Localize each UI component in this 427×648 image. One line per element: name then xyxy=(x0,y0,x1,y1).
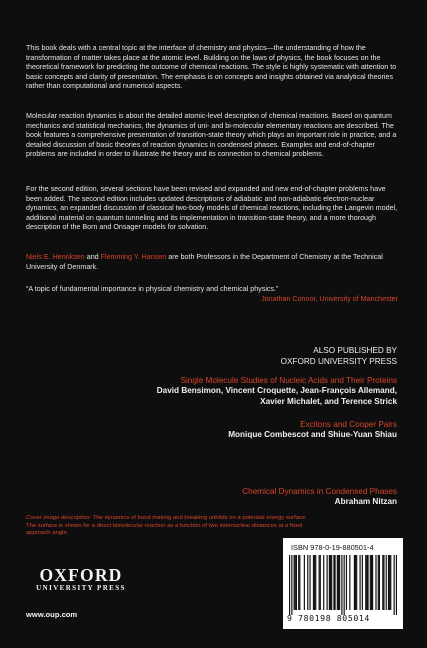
barcode-bar xyxy=(349,555,350,610)
related-book-1 xyxy=(127,376,397,407)
oxford-logo xyxy=(28,566,134,593)
author-name-2: Flemming Y. Hansen xyxy=(100,253,167,261)
cover-image-text: The dynamics of bond making and breaking unfolds on a potential energy surface. The surface is shown for a direct bimolecular reaction as a function of two internuclear distances at a fixed approach angle. xyxy=(26,515,307,537)
barcode-bar xyxy=(294,555,295,610)
description-paragraph-3: For the second edition, several sections have been revised and expanded and new end-of-chapter problems have been added. The second edition includes updated descriptions of adiabatic and non-adiabatic electron-nuclear dynamics, an expanded discussion of classical two-body models of chemical reactions, including the Langevin model, additional material on quantum tunneling and its implementation in transition-state theory, and a more thorough description of the Born and Onsager models for solvation. xyxy=(26,185,398,232)
barcode-bar xyxy=(389,555,390,610)
barcode-bar xyxy=(299,555,300,610)
barcode-bar xyxy=(362,555,363,610)
publisher-subtitle: UNIVERSITY PRESS xyxy=(36,584,126,592)
barcode-bar xyxy=(367,555,368,610)
related-book-authors-cont: Xavier Michalet, and Terence Strick xyxy=(260,396,397,406)
publisher-name: OXFORD xyxy=(39,565,123,585)
barcode-number: 9 780198 805014 xyxy=(287,613,370,623)
author-name-1: Niels E. Henriksen xyxy=(26,253,85,261)
related-book-authors: Monique Combescot and Shiue-Yuan Shiau xyxy=(228,430,397,440)
barcode-bar xyxy=(341,555,342,615)
barcode-bar xyxy=(378,555,379,610)
related-book-3 xyxy=(127,487,397,508)
barcode-bar xyxy=(359,555,360,610)
barcode-bar xyxy=(330,555,331,610)
barcode-bar xyxy=(320,555,321,610)
barcode-bar xyxy=(379,555,380,610)
description-paragraph-2: Molecular reaction dynamics is about the detailed atomic-level description of chemical reactions. Based on quantum mechanics and statistical mechanics, the dynamics of uni- and bi-molecular elementary reactions are described. The book features a comprehensive presentation of transition-state theory which plays an important role in practice, and a detailed discussion of basic theories of reaction dynamics in condensed phases. Examples and end-of-chapter problems are included in order to illustrate the theory and its connection to chemical problems. xyxy=(26,112,397,159)
author-bio-text: are both Professors in the Department of Chemistry at the Technical University of Denmark. xyxy=(26,253,383,271)
also-published-heading xyxy=(137,346,397,367)
barcode-bar xyxy=(289,555,290,615)
barcode-bar xyxy=(366,555,367,610)
barcode-bar xyxy=(307,555,308,610)
related-book-title: Single Molecule Studies of Nucleic Acids and Their Proteins xyxy=(180,376,397,385)
also-published-line-2: OXFORD UNIVERSITY PRESS xyxy=(280,356,397,366)
barcode-bar xyxy=(338,555,339,610)
author-joiner: and xyxy=(84,253,101,261)
barcode-bar xyxy=(388,555,389,610)
review-quote: “A topic of fundamental importance in physical chemistry and chemical physics.” xyxy=(26,285,279,293)
barcode-bar xyxy=(315,555,316,610)
barcode xyxy=(283,538,403,629)
barcode-bar xyxy=(383,555,384,610)
barcode-bar xyxy=(295,555,296,610)
barcode-bar xyxy=(314,555,315,610)
barcode-bar xyxy=(370,555,371,610)
barcode-bar xyxy=(323,555,324,610)
barcode-bars xyxy=(289,555,397,615)
barcode-bar xyxy=(304,555,305,610)
barcode-bar xyxy=(309,555,310,610)
barcode-bar xyxy=(333,555,334,610)
barcode-bar xyxy=(396,555,397,615)
barcode-bar xyxy=(371,555,372,610)
barcode-bar xyxy=(327,555,328,610)
related-book-2 xyxy=(127,420,397,441)
description-paragraph-1: This book deals with a central topic at the interface of chemistry and physics—the understanding of how the transformation of matter takes place at the atomic level. Building on the laws of physics, the book focuses on the theoretical framework for predicting the outcome of chemical reactions. The style is highly systematic with attention to basic concepts and clarity of presentation. The emphasis is on concepts and insights obtained via analytical theories rather than computational and numerical aspects. xyxy=(26,44,397,91)
barcode-bar xyxy=(298,555,299,610)
review-attribution: Jonathan Connor, University of Manchester xyxy=(261,295,398,303)
barcode-bar xyxy=(337,555,338,610)
barcode-bar xyxy=(331,555,332,610)
related-book-title: Excitons and Cooper Pairs xyxy=(300,420,397,429)
also-published-line-1: ALSO PUBLISHED BY xyxy=(313,346,397,355)
barcode-bar xyxy=(334,555,335,610)
barcode-bar xyxy=(346,555,347,610)
author-bio xyxy=(26,253,398,272)
barcode-bar xyxy=(329,555,330,610)
barcode-bar xyxy=(344,555,345,615)
barcode-bar xyxy=(375,555,376,610)
barcode-bar xyxy=(372,555,373,610)
barcode-bar xyxy=(394,555,395,615)
cover-image-description xyxy=(26,515,318,538)
cover-image-label: Cover image description: xyxy=(26,515,92,521)
publisher-url[interactable]: www.oup.com xyxy=(26,610,78,619)
isbn-text: ISBN 978-0-19-880501-4 xyxy=(291,543,374,552)
barcode-bar xyxy=(354,555,355,610)
related-book-authors: Abraham Nitzan xyxy=(334,497,397,507)
barcode-bar xyxy=(296,555,297,610)
barcode-bar xyxy=(365,555,366,610)
barcode-bar xyxy=(339,555,340,610)
barcode-bar xyxy=(355,555,356,610)
related-book-title: Chemical Dynamics in Condensed Phases xyxy=(242,487,397,496)
barcode-bar xyxy=(356,555,357,610)
barcode-bar xyxy=(386,555,387,610)
barcode-bar xyxy=(319,555,320,610)
barcode-bar xyxy=(291,555,292,615)
barcode-bar xyxy=(313,555,314,610)
barcode-bar xyxy=(382,555,383,610)
barcode-bar xyxy=(390,555,391,610)
related-book-authors: David Bensimon, Vincent Croquette, Jean-François Allemand, xyxy=(156,386,397,396)
